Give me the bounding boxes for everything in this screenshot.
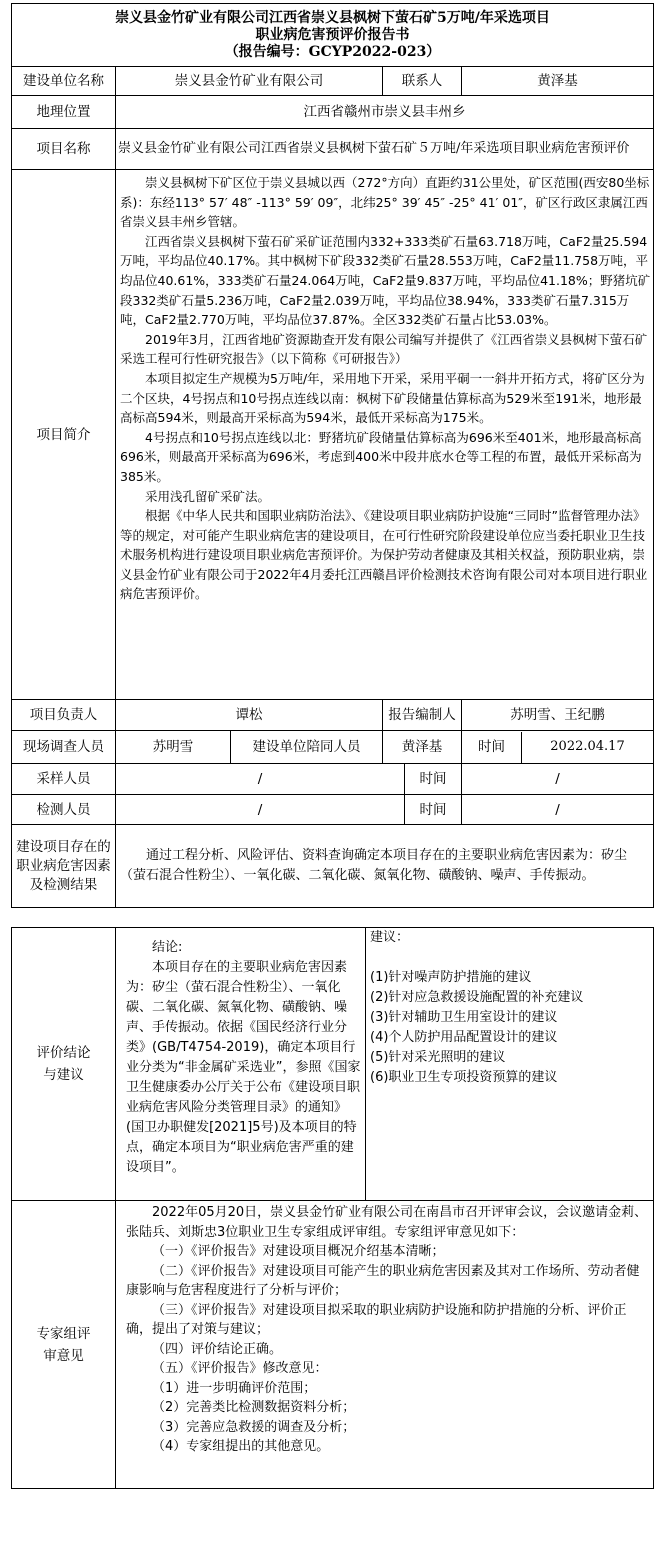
expert-intro: 2022年05月20日，崇义县金竹矿业有限公司在南昌市召开评审会议，会议邀请金莉、张陆兵、刘斯忠3位职业卫生专家组成评审组。专家组评审意见如下： (126, 1205, 648, 1240)
construction-unit-value: 崇义县金竹矿业有限公司 (116, 67, 383, 96)
suggestion-item: (3)针对辅助卫生用室设计的建议 (370, 1010, 558, 1025)
location-value: 江西省赣州市崇义县丰州乡 (116, 96, 654, 129)
suggestion-item: (1)针对噪声防护措施的建议 (370, 970, 532, 985)
suggestion-item: (4)个人防护用品配置设计的建议 (370, 1030, 558, 1045)
expert-sub-item: （3）完善应急救援的调查及分析； (152, 1419, 356, 1435)
construction-unit-label: 建设单位名称 (12, 67, 116, 96)
report-compiler-label: 报告编制人 (383, 700, 462, 731)
expert-sub-item: （1）进一步明确评价范围； (152, 1380, 317, 1396)
report-compiler-value: 苏明雪、王纪鹏 (462, 700, 654, 731)
intro-paragraph: 根据《中华人民共和国职业病防治法》、《建设项目职业病防护设施“三同时”监督管理办法》等的规定，对可能产生职业病危害的建设项目，在可行性研究阶段建设单位应当委托职业卫生技术服务机构进行建设项目职业病危害预评价。为保护劳动者健康及其相关权益，预防职业病，崇义县金竹矿业有限公司于2022年4月委托江西赣昌评价检测技术咨询有限公司对本项目进行职业病危害预评价。 (120, 508, 648, 602)
location-label: 地理位置 (12, 96, 116, 129)
suggestions-cell (366, 928, 654, 1201)
evaluation-label: 评价结论与建议 (12, 928, 116, 1201)
conclusion-text: 本项目存在的主要职业病危害因素为：矽尘（萤石混合性粉尘）、一氧化碳、二氧化碳、氮氧化物、磺酸钠、噪声、手传振动。依据《国民经济行业分类》(GB/T4754-2019)，确定本项目行业分类为“非金属矿采选业”，参照《国家卫生健康委办公厅关于公布《建设项目职业病危害风险分类管理目录》的通知》(国卫办职健发[2021]5号)及本项目的特点，确定本项目为“职业病危害严重的建设项目”。 (126, 960, 361, 1175)
intro-paragraph: 4号拐点和10号拐点连线以北：野猪坑矿段储量估算标高为696米至401米，地形最高标高696米，则最高开采标高为696米，考虑到400米中段井底水仓等工程的布置，最低开采标高为385米。 (120, 429, 642, 484)
title-line-3: （报告编号：GCYP2022-023） (224, 43, 441, 60)
report-title (12, 4, 654, 67)
hazard-factors-text: 通过工程分析、风险评估、资料查询确定本项目存在的主要职业病危害因素为：矽尘（萤石混合性粉尘）、一氧化碳、二氧化碳、氮氧化物、磺酸钠、噪声、手传振动。 (120, 848, 628, 883)
survey-time-value: 2022.04.17 (550, 739, 625, 754)
project-intro-content (116, 170, 654, 700)
sampling-time-label: 时间 (405, 764, 462, 795)
conclusion-title: 结论: (152, 940, 183, 955)
expert-item: （五）《评价报告》修改意见： (152, 1361, 328, 1376)
testing-staff-label: 检测人员 (12, 795, 116, 825)
sampling-staff-label: 采样人员 (12, 764, 116, 795)
project-leader-value: 谭松 (116, 700, 383, 731)
survey-staff-label: 现场调查人员 (12, 731, 116, 764)
unit-companion-value: 黄泽基 (383, 731, 462, 764)
expert-sub-item: （2）完善类比检测数据资料分析； (152, 1400, 356, 1415)
survey-staff-value: 苏明雪 (116, 731, 231, 764)
intro-paragraph: 崇义县枫树下矿区位于崇义县城以西（272°方向）直距约31公里处，矿区范围(西安80坐标系)：东经113° 57′ 48″ -113° 59′ 09″，北纬25° 39′ 45″ -25° 41′ 01″，矿区行政区隶属江西省崇义县丰州乡管辖。 (120, 175, 650, 230)
expert-opinion-label: 专家组评审意见 (12, 1201, 116, 1489)
contact-label: 联系人 (383, 67, 462, 96)
survey-time-label: 时间 (462, 732, 522, 763)
hazard-factors-content (116, 825, 654, 908)
intro-paragraph: 2019年3月，江西省地矿资源勘查开发有限公司编写并提供了《江西省崇义县枫树下萤石矿采选工程可行性研究报告》（以下简称《可研报告》） (120, 331, 648, 367)
expert-sub-item: （4）专家组提出的其他意见。 (152, 1439, 330, 1454)
suggestion-item: (6)职业卫生专项投资预算的建议 (370, 1070, 558, 1085)
expert-item: （四）评价结论正确。 (152, 1341, 283, 1357)
conclusion-cell (116, 928, 366, 1201)
suggestion-item: (5)针对采光照明的建议 (370, 1050, 506, 1065)
title-line-2: 职业病危害预评价报告书 (255, 26, 410, 43)
unit-companion-label: 建设单位陪同人员 (231, 731, 383, 764)
title-line-1: 崇义县金竹矿业有限公司江西省崇义县枫树下萤石矿5万吨/年采选项目 (115, 9, 550, 26)
expert-item: （三）《评价报告》对建设项目拟采取的职业病防护设施和防护措施的分析、评价正确，提出了对策与建议； (126, 1302, 627, 1337)
project-intro-label: 项目简介 (12, 170, 116, 700)
expert-opinion-content (116, 1201, 654, 1489)
survey-time-cell (462, 731, 654, 764)
project-name-label: 项目名称 (12, 129, 116, 170)
suggestions-title: 建议： (370, 930, 410, 945)
sampling-time-value: / (462, 764, 654, 795)
intro-paragraph: 本项目拟定生产规模为5万吨/年，采用地下开采，采用平硐一一斜井开拓方式，将矿区分为二个区块，4号拐点和10号拐点连线以南：枫树下矿段储量估算标高为529米至191米，地形最高标高594米，则最高开采标高为594米，最低开采标高为175米。 (120, 370, 645, 426)
hazard-factors-label: 建设项目存在的职业病危害因素及检测结果 (12, 825, 116, 908)
testing-staff-value: / (116, 795, 405, 825)
expert-item: （二）《评价报告》对建设项目可能产生的职业病危害因素及其对工作场所、劳动者健康影响与危害程度进行了分析与评价； (126, 1263, 640, 1298)
contact-value: 黄泽基 (462, 67, 654, 96)
report-summary-table (11, 3, 654, 908)
expert-item: （一）《评价报告》对建设项目概况介绍基本清晰； (152, 1244, 445, 1259)
testing-time-value: / (462, 795, 654, 825)
intro-paragraph: 江西省崇义县枫树下萤石矿采矿证范围内332+333类矿石量63.718万吨，CaF2量25.594万吨，平均品位40.17%。其中枫树下矿段332类矿石量28.553万吨，CaF2量11.758万吨，平均品位40.61%，333类矿石量24.064万吨，CaF2量9.837万吨，平均品位41.18%；野猪坑矿段332类矿石量5.236万吨，CaF2量2.039万吨，平均品位38.94%，333类矿石量7.315万吨，CaF2量2.770万吨，平均品位37.87%。全区332类矿石量占比53.03%。 (120, 233, 651, 328)
testing-time-label: 时间 (405, 795, 462, 825)
project-name-value: 崇义县金竹矿业有限公司江西省崇义县枫树下萤石矿５万吨/年采选项目职业病危害预评价 (116, 129, 654, 170)
evaluation-table (11, 927, 654, 1489)
project-leader-label: 项目负责人 (12, 700, 116, 731)
intro-paragraph: 采用浅孔留矿采矿法。 (145, 488, 271, 504)
sampling-staff-value: / (116, 764, 405, 795)
suggestion-item: (2)针对应急救援设施配置的补充建议 (370, 990, 584, 1005)
